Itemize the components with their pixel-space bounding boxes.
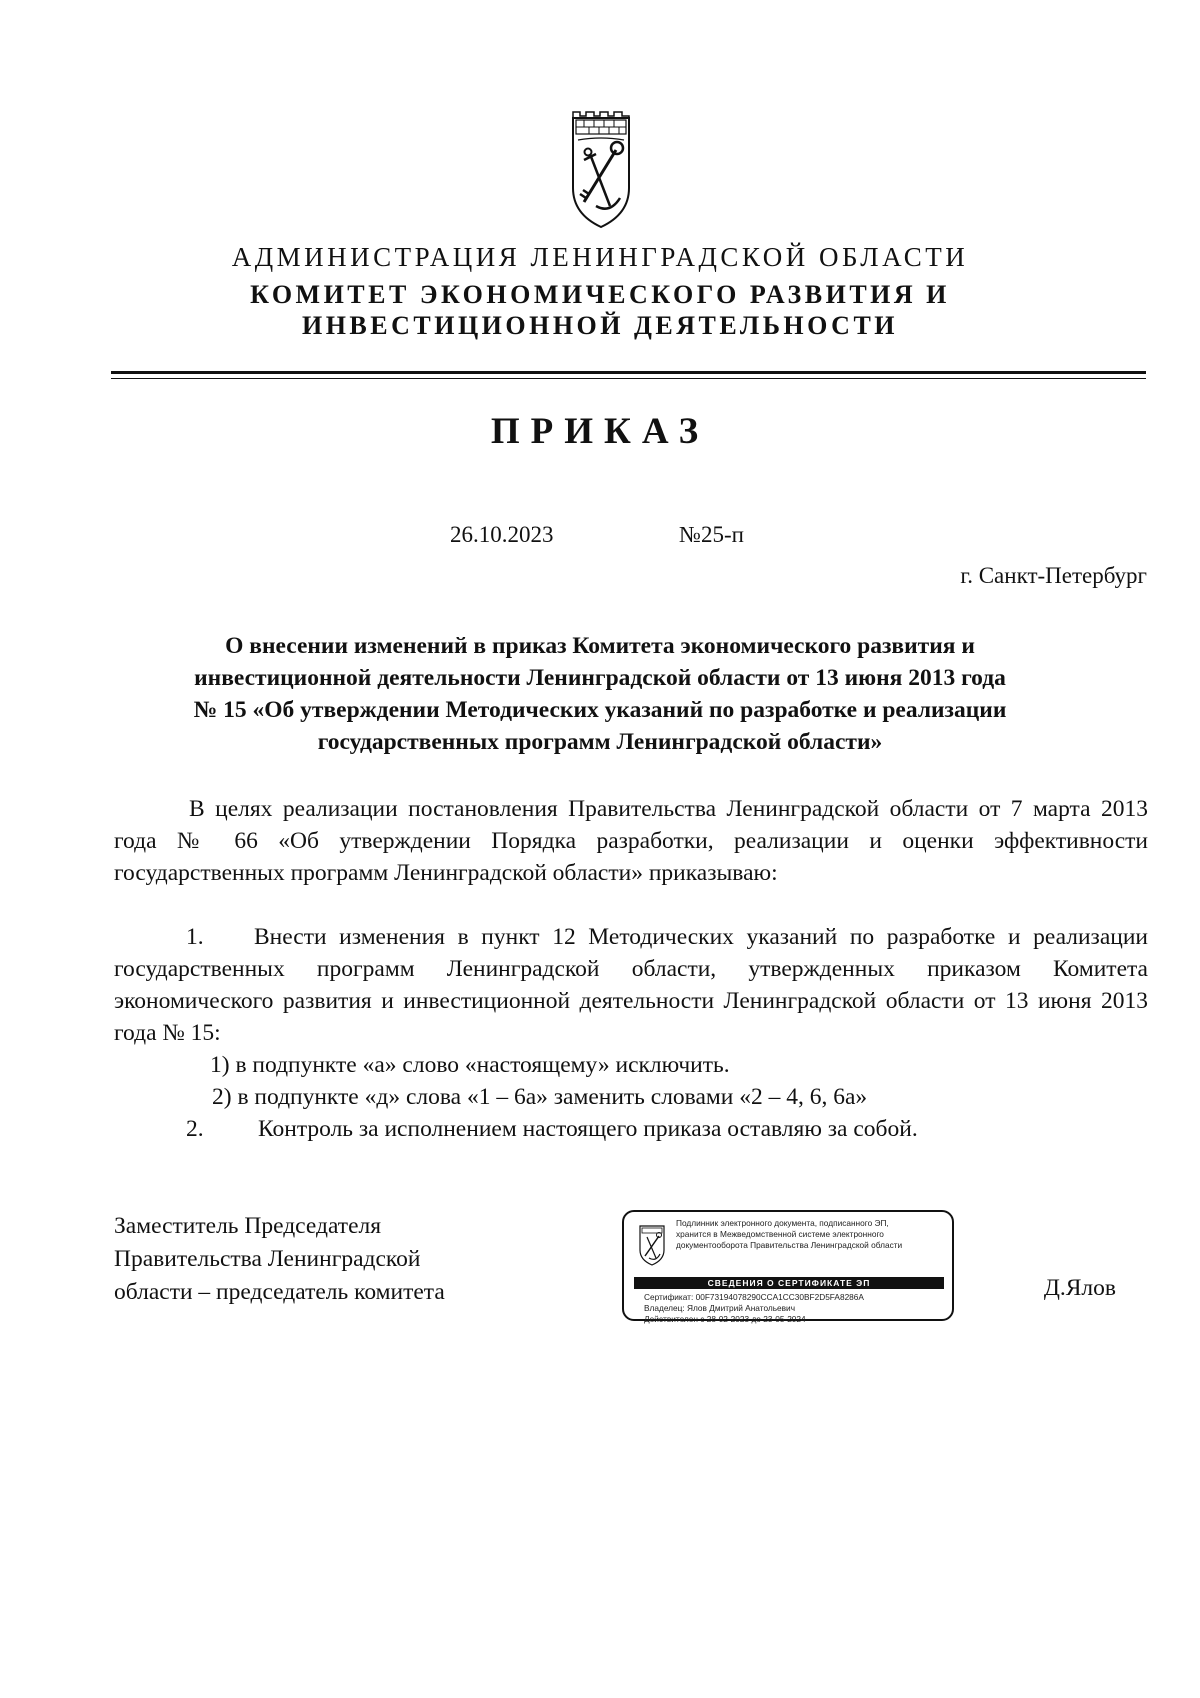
stamp-note-line: документооборота Правительства Ленинградской области [676, 1240, 903, 1250]
stamp-certificate-validity: Действителен с 28-02-2023 до 23-05-2024 [644, 1314, 806, 1324]
stamp-certificate-header: СВЕДЕНИЯ О СЕРТИФИКАТЕ ЭП [634, 1277, 944, 1289]
document-subject [130, 630, 1070, 758]
document-number: №25-п [679, 522, 744, 547]
item-1-number: 1. [186, 924, 204, 950]
subitem-2: 2) в подпункте «д» слова «1 – 6а» заменить словами «2 – 4, 6, 6а» [212, 1084, 868, 1110]
item-2-text: Контроль за исполнением настоящего приказа оставляю за собой. [258, 1116, 918, 1142]
subject-line: государственных программ Ленинградской области» [317, 729, 883, 755]
subject-line: № 15 «Об утверждении Методических указаний по разработке и реализации [193, 697, 1007, 723]
item-1 [114, 921, 1148, 1049]
item-1-text: Внести изменения в пункт 12 Методических указаний по разработке и реализации государственных программ Ленинградской области, утвержденных приказом Комитета экономического развития и инвестиционной деятельности Ленинградской области от 13 июня 2013 года № 15: [114, 924, 1148, 1046]
signatory-name: Д.Ялов [1043, 1275, 1116, 1301]
subitem-1: 1) в подпункте «а» слово «настоящему» исключить. [210, 1052, 730, 1078]
subject-line: О внесении изменений в приказ Комитета экономического развития и [225, 633, 975, 659]
committee-name-line1: КОМИТЕТ ЭКОНОМИЧЕСКОГО РАЗВИТИЯ И [250, 280, 950, 309]
stamp-certificate-owner: Владелец: Ялов Дмитрий Анатольевич [644, 1303, 796, 1313]
signatory-position-line: Правительства Ленинградской [114, 1246, 421, 1272]
stamp-coat-of-arms-icon [638, 1222, 666, 1266]
stamp-note [676, 1218, 946, 1251]
document-type-title: ПРИКАЗ [490, 411, 710, 452]
subject-line: инвестиционной деятельности Ленинградской области от 13 июня 2013 года [194, 665, 1006, 691]
stamp-certificate-details [644, 1292, 944, 1325]
stamp-certificate-number: Сертификат: 00F73194078290CCA1CC30BF2D5FA8286A [644, 1292, 864, 1302]
coat-of-arms-icon [570, 110, 632, 230]
administration-name: АДМИНИСТРАЦИЯ ЛЕНИНГРАДСКОЙ ОБЛАСТИ [231, 242, 969, 272]
signatory-position-line: области – председатель комитета [114, 1279, 445, 1305]
committee-name-line2: ИНВЕСТИЦИОННОЙ ДЕЯТЕЛЬНОСТИ [301, 311, 899, 340]
stamp-note-line: хранится в Межведомственной системе электронного [676, 1229, 884, 1239]
stamp-note-line: Подлинник электронного документа, подписанного ЭП, [676, 1218, 889, 1228]
document-date: 26.10.2023 [450, 522, 554, 547]
header-divider-thin [111, 378, 1146, 379]
item-2 [186, 1113, 918, 1145]
signatory-position-line: Заместитель Председателя [114, 1213, 382, 1239]
header-divider-thick [111, 371, 1146, 374]
document-city: г. Санкт-Петербург [960, 563, 1147, 588]
electronic-signature-stamp [622, 1210, 954, 1324]
item-2-number: 2. [186, 1116, 204, 1142]
intro-paragraph: В целях реализации постановления Правительства Ленинградской области от 7 марта 2013 года № 66 «Об утверждении Порядка разработки, реализации и оценки эффективности государственных программ Ленинградской области» приказываю: [114, 796, 1148, 886]
signatory-position [114, 1210, 445, 1309]
